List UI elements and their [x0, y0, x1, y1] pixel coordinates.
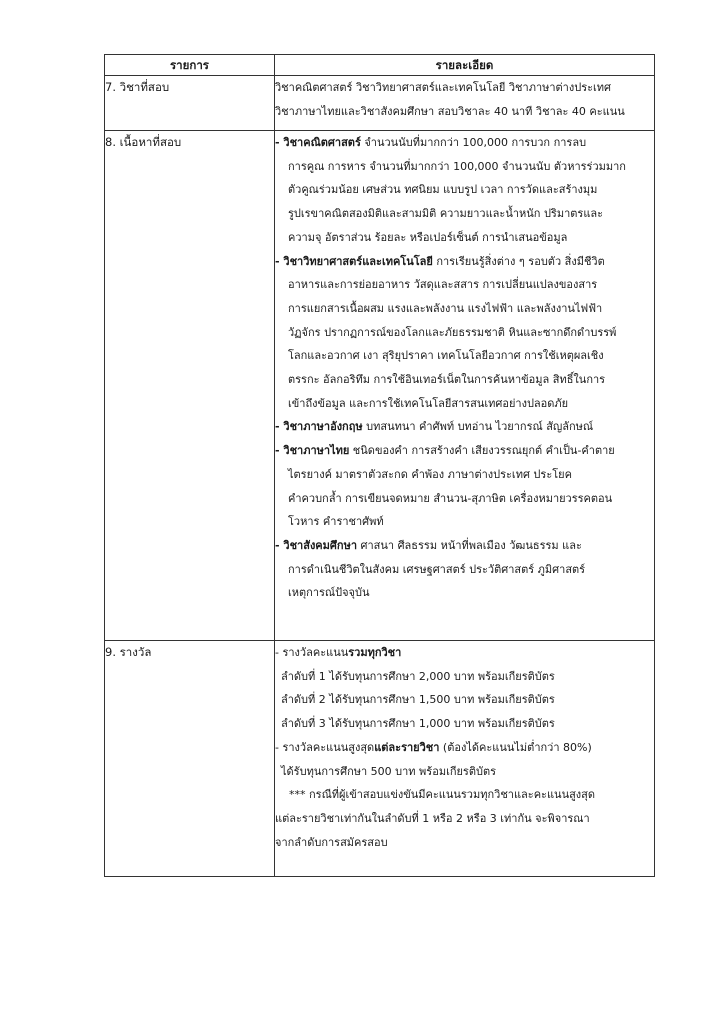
detail-line: เหตุการณ์ปัจจุบัน — [288, 586, 370, 600]
row-label: 9. รางวัล — [105, 641, 275, 877]
award-rank: ลำดับที่ 1 ได้รับทุนการศึกษา 2,000 บาท พร้อมเกียรติบัตร — [281, 669, 555, 683]
award-rank: ลำดับที่ 3 ได้รับทุนการศึกษา 1,000 บาท พร้อมเกียรติบัตร — [281, 717, 555, 731]
award-rank: ลำดับที่ 2 ได้รับทุนการศึกษา 1,500 บาท พร้อมเกียรติบัตร — [281, 693, 555, 707]
table-row-content — [105, 131, 655, 641]
subject-thai: - วิชาภาษาไทย ชนิดของคำ การสร้างคำ เสียงวรรณยุกต์ คำเป็น-คำตาย — [275, 444, 615, 458]
header-item: รายการ — [105, 55, 275, 76]
detail-line: การดำเนินชีวิตในสังคม เศรษฐศาสตร์ ประวัติศาสตร์ ภูมิศาสตร์ — [288, 562, 586, 576]
detail-line: การแยกสารเนื้อผสม แรงและพลังงาน แรงไฟฟ้า และพลังงานไฟฟ้า — [288, 301, 603, 315]
row-detail — [275, 641, 655, 877]
row-label: 8. เนื้อหาที่สอบ — [105, 131, 275, 641]
award-top: - รางวัลคะแนนสูงสุดแต่ละรายวิชา (ต้องได้คะแนนไม่ต่ำกว่า 80%) — [275, 740, 592, 754]
award-note: จากลำดับการสมัครสอบ — [275, 835, 388, 849]
details-table — [104, 54, 655, 877]
row-detail — [275, 76, 655, 131]
award-top-detail: ได้รับทุนการศึกษา 500 บาท พร้อมเกียรติบัตร — [281, 764, 497, 778]
row-detail — [275, 131, 655, 641]
table-row-awards — [105, 641, 655, 877]
header-detail: รายละเอียด — [275, 55, 655, 76]
detail-line: อาหารและการย่อยอาหาร วัสดุและสสาร การเปลี่ยนแปลงของสาร — [288, 278, 598, 292]
detail-line: การคูณ การหาร จำนวนที่มากกว่า 100,000 จำนวนนับ ตัวหารร่วมมาก — [288, 159, 626, 173]
detail-line: ไตรยางค์ มาตราตัวสะกด คำพ้อง ภาษาต่างประเทศ ประโยค — [288, 467, 572, 481]
detail-line: วิชาภาษาไทยและวิชาสังคมศึกษา สอบวิชาละ 40 นาที วิชาละ 40 คะแนน — [275, 104, 625, 118]
row-label: 7. วิชาที่สอบ — [105, 76, 275, 131]
detail-line: โวหาร คำราชาศัพท์ — [288, 515, 384, 529]
detail-line: ตรรกะ อัลกอริทึม การใช้อินเทอร์เน็ตในการค้นหาข้อมูล สิทธิ์ในการ — [288, 373, 606, 387]
award-overall: - รางวัลคะแนนรวมทุกวิชา — [275, 646, 402, 659]
subject-math: - วิชาคณิตศาสตร์ จำนวนนับที่มากกว่า 100,000 การบวก การลบ — [275, 136, 587, 149]
subject-science: - วิชาวิทยาศาสตร์และเทคโนโลยี การเรียนรู้สิ่งต่าง ๆ รอบตัว สิ่งมีชีวิต — [275, 254, 605, 268]
award-note: แต่ละรายวิชาเท่ากันในลำดับที่ 1 หรือ 2 หรือ 3 เท่ากัน จะพิจารณา — [275, 811, 590, 825]
table-row-subjects — [105, 76, 655, 131]
subject-english: - วิชาภาษาอังกฤษ บทสนทนา คำศัพท์ บทอ่าน ไวยากรณ์ สัญลักษณ์ — [275, 420, 594, 434]
award-note: *** กรณีที่ผู้เข้าสอบแข่งขันมีคะแนนรวมทุกวิชาและคะแนนสูงสุด — [289, 788, 596, 802]
detail-line: ความจุ อัตราส่วน ร้อยละ หรือเปอร์เซ็นต์ การนำเสนอข้อมูล — [288, 230, 568, 244]
detail-line: ตัวคูณร่วมน้อย เศษส่วน ทศนิยม แบบรูป เวลา การวัดและสร้างมุม — [288, 183, 598, 197]
detail-line: วัฏจักร ปรากฏการณ์ของโลกและภัยธรรมชาติ หินและซากดึกดำบรรพ์ — [288, 325, 617, 339]
detail-line: โลกและอวกาศ เงา สุริยุปราคา เทคโนโลยีอวกาศ การใช้เหตุผลเชิง — [288, 349, 604, 363]
detail-line: รูปเรขาคณิตสองมิติและสามมิติ ความยาวและน้ำหนัก ปริมาตรและ — [288, 207, 604, 221]
header-row — [105, 55, 655, 76]
detail-line: คำควบกล้ำ การเขียนจดหมาย สำนวน-สุภาษิต เครื่องหมายวรรคตอน — [288, 491, 613, 505]
subject-social: - วิชาสังคมศึกษา ศาสนา ศีลธรรม หน้าที่พลเมือง วัฒนธรรม และ — [275, 538, 582, 552]
detail-line: เข้าถึงข้อมูล และการใช้เทคโนโลยีสารสนเทศอย่างปลอดภัย — [288, 396, 569, 410]
detail-line: วิชาคณิตศาสตร์ วิชาวิทยาศาสตร์และเทคโนโลยี วิชาภาษาต่างประเทศ — [275, 81, 612, 94]
